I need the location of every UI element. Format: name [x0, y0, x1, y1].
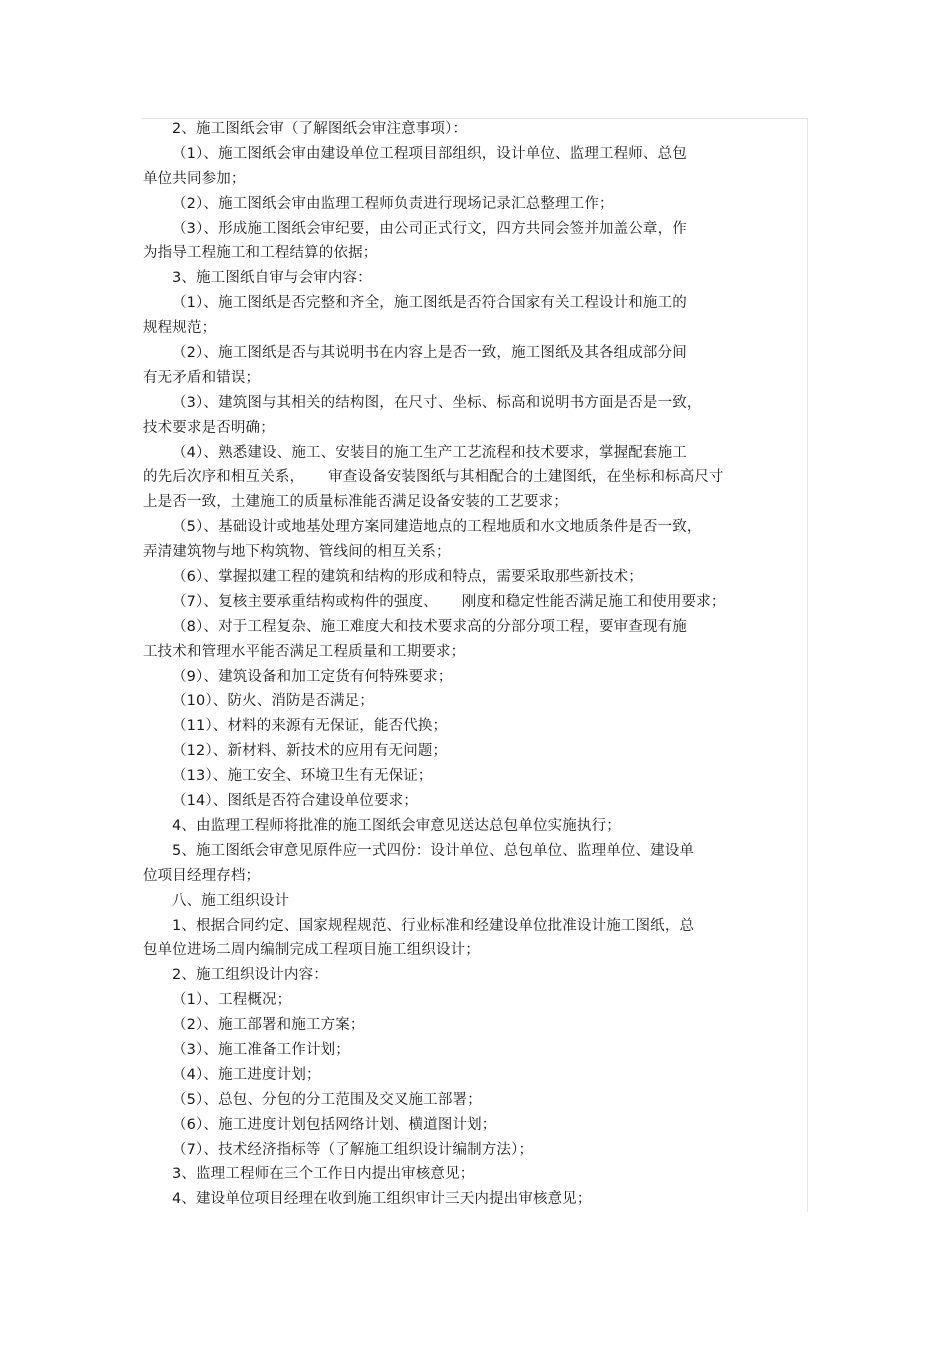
text-line-segment: （1）、施工图纸是否完整和齐全，施工图纸是否符合国家有关工程设计和施工的: [172, 295, 687, 312]
text-line-segment: 2、施工组织设计内容：: [172, 967, 328, 984]
document-body: [143, 117, 783, 1212]
text-line: [143, 391, 783, 416]
text-line: [143, 1038, 783, 1063]
text-line-segment: （11）、材料的来源有无保证，能否代换；: [172, 718, 448, 735]
text-line: [143, 341, 783, 366]
text-line: [143, 540, 783, 565]
text-line: [143, 441, 783, 466]
text-line: [143, 963, 783, 988]
text-line-segment: 刚度和稳定性能否满足施工和使用要求；: [461, 593, 726, 610]
text-line-segment: 的先后次序和相互关系，: [143, 469, 305, 486]
text-line-segment: 位项目经理存档；: [143, 867, 261, 884]
text-line: [143, 217, 783, 242]
text-line: [143, 590, 783, 615]
text-line-segment: （5）、总包、分包的分工范围及交叉施工部署；: [172, 1091, 482, 1108]
text-line-segment: （4）、熟悉建设、施工、安装目的施工生产工艺流程和技术要求，掌握配套施工: [172, 444, 687, 461]
text-line: [143, 416, 783, 441]
text-line: [143, 938, 783, 963]
text-line-segment: （1）、工程概况；: [172, 992, 292, 1009]
text-line: [143, 1063, 783, 1088]
text-line: [143, 565, 783, 590]
text-line: [143, 1013, 783, 1038]
text-line-segment: （5）、基础设计或地基处理方案同建造地点的工程地质和水文地质条件是否一致，: [172, 519, 702, 536]
text-line: [143, 714, 783, 739]
text-line: [143, 117, 783, 142]
text-line-segment: 包单位进场二周内编制完成工程项目施工组织设计；: [143, 942, 480, 959]
text-line-segment: （3）、形成施工图纸会审纪要，由公司正式行文，四方共同会签并加盖公章，作: [172, 220, 687, 237]
text-line: [143, 615, 783, 640]
text-line-segment: 工技术和管理水平能否满足工程质量和工期要求；: [143, 643, 466, 660]
text-line-segment: （7）、复核主要承重结构或构件的强度、: [172, 593, 438, 610]
text-line: [143, 167, 783, 192]
text-line-segment: （8）、对于工程复杂、施工难度大和技术要求高的分部分项工程，要审查现有施: [172, 618, 687, 635]
text-line-segment: 1、根据合同约定、国家规程规范、行业标准和经建设单位批准设计施工图纸，总: [172, 917, 695, 934]
text-line: [143, 266, 783, 291]
text-line: [143, 764, 783, 789]
text-line-segment: 5、施工图纸会审意见原件应一式四份：设计单位、总包单位、监理单位、建设单: [172, 842, 695, 859]
text-line-segment: （13）、施工安全、环境卫生有无保证；: [172, 768, 433, 785]
text-line: [143, 1162, 783, 1187]
text-line-segment: 3、监理工程师在三个工作日内提出审核意见；: [172, 1166, 475, 1183]
text-line-segment: （7）、技术经济指标等（了解施工组织设计编制方法）；: [172, 1141, 534, 1158]
text-line: [143, 739, 783, 764]
text-line-segment: （2）、施工图纸会审由监理工程师负责进行现场记录汇总整理工作；: [172, 195, 614, 212]
text-line: [143, 889, 783, 914]
text-line: [143, 640, 783, 665]
text-line-segment: （4）、施工进度计划；: [172, 1066, 321, 1083]
text-line: [143, 988, 783, 1013]
text-line: [143, 291, 783, 316]
text-line-segment: 单位共同参加；: [143, 170, 246, 187]
text-line-segment: （9）、建筑设备和加工定货有何特殊要求；: [172, 668, 453, 685]
text-line: [143, 789, 783, 814]
text-line: [143, 490, 783, 515]
text-line-segment: 审查设备安装图纸与其相配合的土建图纸，在坐标和标高尺寸: [328, 469, 724, 486]
text-line-segment: 3、施工图纸自审与会审内容：: [172, 270, 372, 287]
text-line: [143, 142, 783, 167]
text-line-segment: （14）、图纸是否符合建设单位要求；: [172, 793, 418, 810]
text-line: [143, 465, 783, 490]
text-line: [143, 814, 783, 839]
text-line: [143, 1113, 783, 1138]
text-line-segment: （3）、建筑图与其相关的结构图，在尺寸、坐标、标高和说明书方面是否是一致，: [172, 394, 702, 411]
text-line: [143, 1187, 783, 1212]
text-line-segment: 2、施工图纸会审（了解图纸会审注意事项）：: [172, 121, 468, 137]
text-line-segment: 上是否一致，土建施工的质量标准能否满足设备安装的工艺要求；: [143, 494, 568, 511]
text-line-segment: 弄清建筑物与地下构筑物、管线间的相互关系；: [143, 544, 451, 561]
text-line: [143, 665, 783, 690]
text-line: [143, 839, 783, 864]
text-line-segment: （6）、施工进度计划包括网络计划、横道图计划；: [172, 1116, 497, 1133]
text-line-segment: （12）、新材料、新技术的应用有无问题；: [172, 743, 448, 760]
text-line-segment: （3）、施工准备工作计划；: [172, 1041, 350, 1058]
text-line-segment: 4、由监理工程师将批准的施工图纸会审意见送达总包单位实施执行；: [172, 817, 621, 834]
text-line: [143, 689, 783, 714]
text-line: [143, 316, 783, 341]
text-line-segment: （2）、施工图纸是否与其说明书在内容上是否一致，施工图纸及其各组成部分间: [172, 345, 687, 362]
text-line-segment: 为指导工程施工和工程结算的依据；: [143, 245, 378, 262]
text-line-segment: 4、建设单位项目经理在收到施工组织审计三天内提出审核意见；: [172, 1191, 592, 1208]
text-line-segment: 有无矛盾和错误；: [143, 369, 261, 386]
text-line-segment: （6）、掌握拟建工程的建筑和结构的形成和特点，需要采取那些新技术；: [172, 569, 643, 586]
text-line: [143, 515, 783, 540]
text-line-segment: 规程规范；: [143, 320, 217, 337]
text-line-segment: （1）、施工图纸会审由建设单位工程项目部组织，设计单位、监理工程师、总包: [172, 145, 687, 162]
text-line-segment: 技术要求是否明确；: [143, 419, 275, 436]
text-line: [143, 914, 783, 939]
text-line-segment: （2）、施工部署和施工方案；: [172, 1017, 365, 1034]
text-line-segment: 八、施工组织设计: [172, 892, 290, 909]
text-line: [143, 864, 783, 889]
text-line: [143, 366, 783, 391]
text-line: [143, 192, 783, 217]
text-line: [143, 1138, 783, 1163]
text-line: [143, 1088, 783, 1113]
text-line-segment: （10）、防火、消防是否满足；: [172, 693, 374, 710]
text-line: [143, 241, 783, 266]
